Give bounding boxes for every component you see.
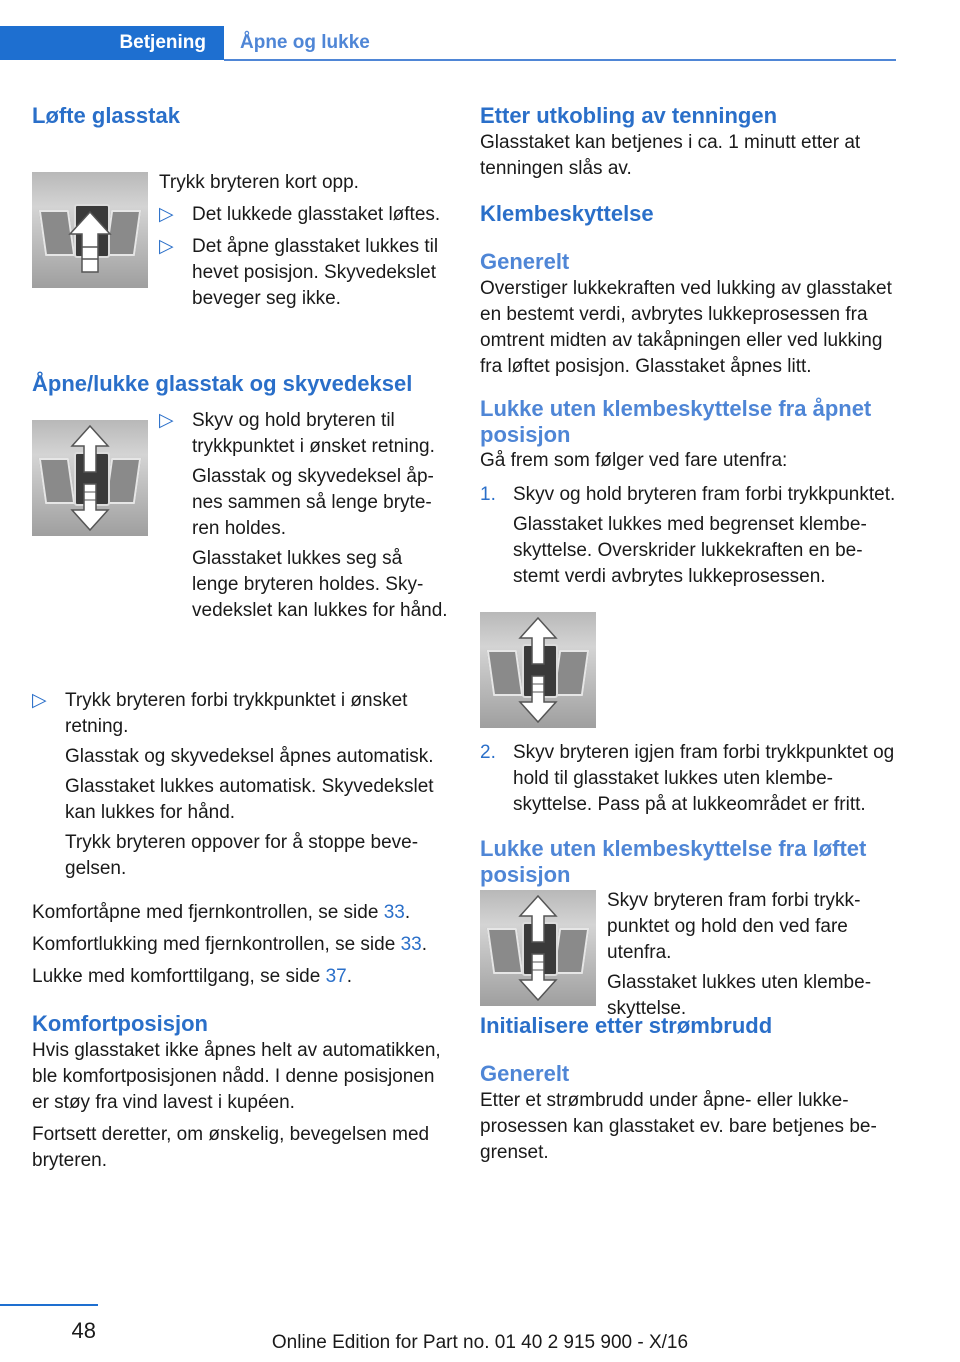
lukke-apnet-intro: Gå frem som følger ved fare utenfra: [480,450,788,471]
subsection-tab: Åpne og lukke [240,32,370,53]
komfort-paragraph-1: Hvis glasstaket ikke åpnes helt av automatikken, ble komfortposisjonen nådd. I denne posisjonen er støy fra vind lavest i kupéen. [32,1040,441,1113]
ref-komfortlukking: Komfortlukking med fjernkontrollen, se side 33. [32,934,427,955]
arrow-updown-icon [480,612,596,728]
switch-updown-illustration [480,890,596,1006]
bullet-triangle-icon: ▷ [32,690,47,711]
section-tab: Betjening [0,26,224,60]
heading-klembeskyttelse: Klembeskyttelse [480,201,654,226]
list-item: 1. Skyv og hold bryteren fram forbi trykkpunktet. Glasstaket lukkes med begrenset klembeskyttelse. Overskrider lukkekraften en bestemt verdi avbrytes lukkeprosessen. [480,484,896,587]
page-header [0,0,896,62]
footer-divider [0,1304,98,1306]
list-item: ▷ Det åpne glasstaket lukkes til hevet posisjon. Skyvedekslet beveger seg ikke. [159,236,439,309]
lift-text [159,170,448,312]
left-column [32,102,448,1174]
switch-lift-illustration [32,172,148,288]
ref-komfortapne: Komfortåpne med fjernkontrollen, se side 33. [32,902,411,923]
heading-komfortposisjon: Komfortposisjon [32,1011,208,1036]
subheading-generelt: Generelt [480,249,570,274]
footer-edition: Online Edition for Part no. 01 40 2 915 900 - X/16 [271,1332,689,1353]
header-divider [224,59,896,61]
heading-apne-lukke: Åpne/lukke glasstak og skyvedeksel [32,371,413,396]
bullet-triangle-icon: ▷ [159,236,174,257]
etter-utkobling-paragraph: Glasstaket kan betjenes i ca. 1 minutt etter at tenningen slås av. [480,132,861,179]
page-link-33[interactable]: 33 [400,934,422,955]
bullet-triangle-icon: ▷ [159,204,174,225]
bullet-triangle-icon: ▷ [159,410,174,431]
lukke-loftet-block [480,866,896,1019]
lift-intro: Trykk bryteren kort opp. [159,172,359,193]
ref-komforttilgang: Lukke med komforttilgang, se side 37. [32,966,353,987]
lukke-loftet-text: Skyv bryteren fram forbi trykkpunktet og hold den ved fare utenfra. Glasstaket lukkes uten klembeskyttelse. [607,890,872,1019]
heading-initialisere: Initialisere etter strømbrudd [480,1013,773,1038]
klembeskyttelse-paragraph: Overstiger lukkekraften ved lukking av glasstaket en bestemt verdi, avbrytes lukkeprosessen fra omtrent midten av takåpningen eller ved lukking fra løftet posisjon. Glasstaket åpnes litt. [480,278,892,377]
page-number: 48 [71,1318,96,1343]
heading-etter-utkobling: Etter utkobling av tenningen [480,103,778,128]
open-close-text-1 [159,408,448,624]
komfort-paragraph-2: Fortsett deretter, om ønskelig, bevegelsen med bryteren. [32,1124,430,1171]
initialisere-paragraph: Etter et strømbrudd under åpne- eller lukkeprosessen kan glasstaket ev. bare betjenes begrenset. [480,1090,877,1163]
heading-lukke-apnet: Lukke uten klembeskyttelse fra åpnet posisjon [480,396,872,447]
heading-lukke-loftet: Lukke uten klembeskyttelse fra løftet posisjon [480,836,867,887]
page-link-33[interactable]: 33 [383,902,405,923]
switch-updown-illustration [32,420,148,536]
list-item: ▷ Skyv og hold bryteren til trykkpunktet i ønsket retning. Glasstak og skyvedeksel åpnes sammen så lenge bryteren holdes. Glasstaket lukkes seg så lenge bryteren holdes. Skyvedekslet kan lukkes for hånd. [159,410,448,621]
open-close-block [32,408,448,682]
list-item: 2. Skyv bryteren igjen fram forbi trykkpunktet og hold til glasstaket lukkes uten klembeskyttelse. Pass på at lukkeområdet er fritt. [480,742,895,815]
page-link-37[interactable]: 37 [325,966,347,987]
step-number: 1. [480,484,496,505]
right-column [480,102,896,1166]
arrow-updown-icon [32,420,148,536]
list-item: ▷ Det lukkede glasstaket løftes. [159,202,448,228]
heading-lofte-glasstak: Løfte glasstak [32,103,180,128]
arrow-up-icon [32,172,148,288]
arrow-updown-icon [480,890,596,1006]
switch-updown-illustration [480,612,596,728]
list-item: ▷ Trykk bryteren forbi trykkpunktet i ønsket retning. Glasstak og skyvedeksel åpnes automatisk. Glasstaket lukkes automatisk. Skyvedekslet kan lukkes for hånd. Trykk bryteren oppover for å stoppe bevegelsen. [32,690,434,879]
subheading-generelt-2: Generelt [480,1061,570,1086]
lift-block [32,130,448,310]
step-number: 2. [480,742,496,763]
